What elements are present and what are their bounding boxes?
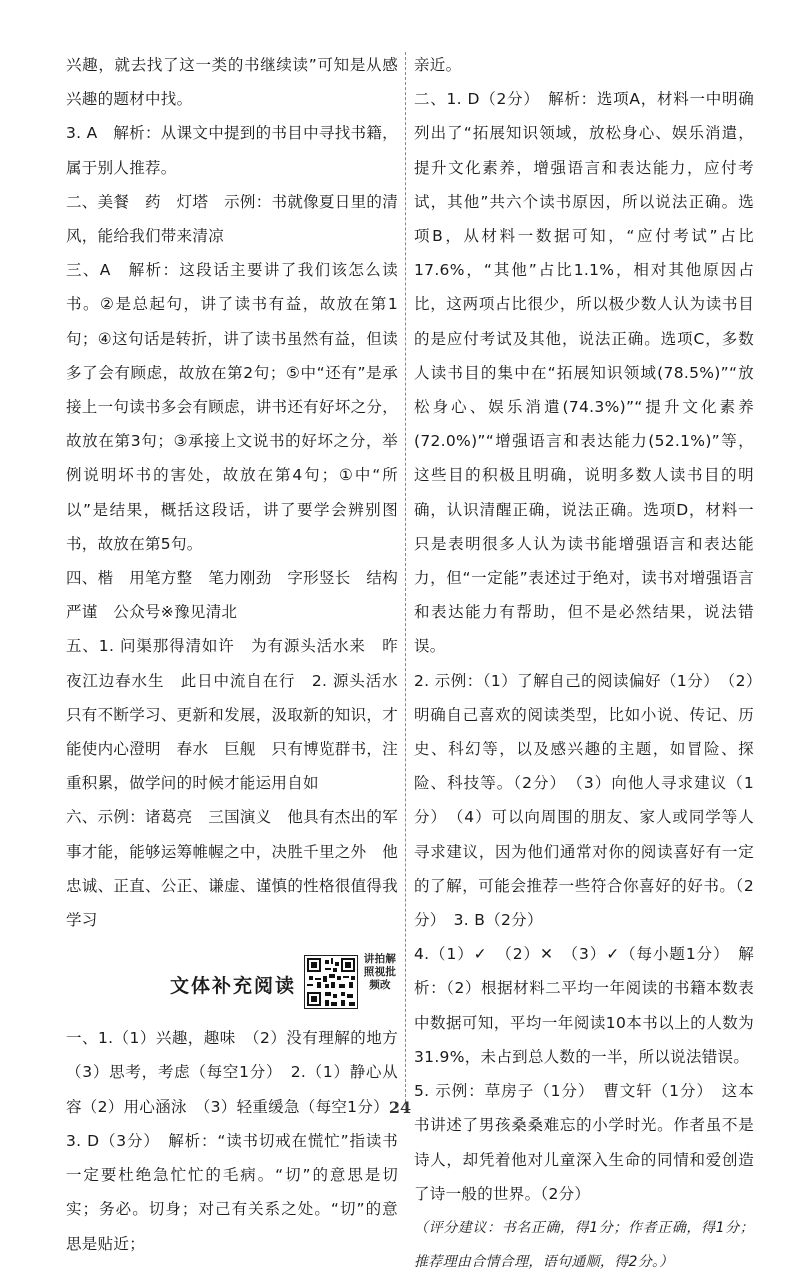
answer-paragraph: 二、1. D（2分） 解析：选项A，材料一中明确列出了“拓展知识领域，放松身心、娱乐消遣，提升文化素养，增强语言和表达能力，应付考试，其他”共六个读书原因，所以说法正确。选项B，从材料一数据可知，“应付考试”占比17.6%，“其他”占比1.1%，相对其他原因占比，这两项占比很少，所以极少数人认为读书目的是应付考试及其他，说法正确。选项C，多数人读书目的集中在“拓展知识领域(78.5%)”“放松身心、娱乐消遣(74.3%)”“提升文化素养(72.0%)”“增强语言和表达能力(52.1%)”等，这些目的积极且明确，说明多数人读书目的明确，认识清醒正确，说法正确。选项D，材料一只是表明很多人认为读书能增强语言和表达能力，但“一定能”表述过于绝对，读书对增强语言和表达能力有帮助，但不是必然结果，说法错误。 bbox=[414, 90, 754, 656]
section-title: 文体补充阅读 bbox=[170, 975, 297, 998]
answer-paragraph: 亲近。 bbox=[414, 56, 462, 74]
answer-paragraph: 3. D（3分） 解析：“读书切戒在慌忙”指读书一定要杜绝急忙忙的毛病。“切”的意思是切实；务必。切身；对己有关系之处。“切”的意思是贴近； bbox=[66, 1131, 398, 1253]
answer-paragraph: 三、A 解析：这段话主要讲了我们该怎么读书。②是总起句，讲了读书有益，故放在第1句；④这句话是转折，讲了读书虽然有益，但读多了会有顾虑，故放在第2句；⑤中“还有”是承接上一句读书多会有顾虑，讲书还有好坏之分，故放在第3句；③承接上文说书的好坏之分，举例说明坏书的害处，故放在第4句；①中“所以”是结果，概括这段话，讲了要学会辨别图书，故放在第5句。 bbox=[66, 261, 398, 553]
column-divider bbox=[405, 52, 406, 1102]
answer-paragraph: 4.（1）✓ （2）✕ （3）✓（每小题1分） 解析：（2）根据材料二平均一年阅读的书籍本数表中数据可知，平均一年阅读10本书以上的人数为31.9%，未占到总人数的一半，所以说法错误。 bbox=[414, 945, 754, 1066]
answer-paragraph: 一、1.（1）兴趣，趣味 （2）没有理解的地方（3）思考，考虑（每空1分） 2.（1）静心从容（2）用心涵泳 （3）轻重缓急（每空1分） bbox=[66, 1029, 398, 1116]
answer-paragraph: 五、1. 问渠那得清如许 为有源头活水来 昨夜江边春水生 此日中流自在行 2. 源头活水 只有不断学习、更新和发展，汲取新的知识，才能使内心澄明 春水 巨舰 只有博览群书，注重积累，做学问的时候才能运用自如 bbox=[66, 637, 414, 793]
qr-code-icon[interactable] bbox=[304, 955, 358, 1009]
section-header bbox=[66, 947, 398, 1021]
answer-paragraph: 5. 示例：草房子（1分） 曹文轩（1分） 这本书讲述了男孩桑桑难忘的小学时光。作者虽不是诗人，却凭着他对儿童深入生命的同情和爱创造了诗一般的世界。（2分） bbox=[414, 1082, 754, 1203]
answer-paragraph: 2. 示例：（1）了解自己的阅读偏好（1分） （2）明确自己喜欢的阅读类型，比如小说、传记、历史、科幻等，以及感兴趣的主题，如冒险、探险、科技等。（2分） （3）向他人寻求建议（1分） （4）可以向周围的朋友、家人或同学等人寻求建议，因为他们通常对你的阅读喜好有一定的了解，可能会推荐一些符合你喜好的好书。（2分） 3. B（2分） bbox=[414, 671, 754, 930]
scoring-note: （评分建议：书名正确，得1分；作者正确，得1分；推荐理由合情合理，语句通顺，得2分。） bbox=[414, 1219, 754, 1271]
right-column bbox=[414, 48, 754, 1279]
answer-paragraph: 二、美餐 药 灯塔 示例：书就像夏日里的清风，能给我们带来清凉 bbox=[66, 192, 398, 246]
answer-paragraph: 3. A 解析：从课文中提到的书目中寻找书籍，属于别人推荐。 bbox=[66, 124, 398, 177]
answer-paragraph: 兴趣，就去找了这一类的书继续读”可知是从感兴趣的题材中找。 bbox=[66, 56, 398, 109]
answer-paragraph: 四、楷 用笔方整 笔力刚劲 字形竖长 结构严谨 公众号※豫见清北 bbox=[66, 569, 398, 622]
page-number: 24 bbox=[388, 1098, 412, 1117]
qr-caption: 讲拍解照视批频改 bbox=[363, 953, 397, 992]
answer-paragraph: 六、示例：诸葛亮 三国演义 他具有杰出的军事才能，能够运筹帷幄之中，决胜千里之外 他忠诚、正直、公正、谦虚、谨慎的性格很值得我学习 bbox=[66, 808, 398, 930]
